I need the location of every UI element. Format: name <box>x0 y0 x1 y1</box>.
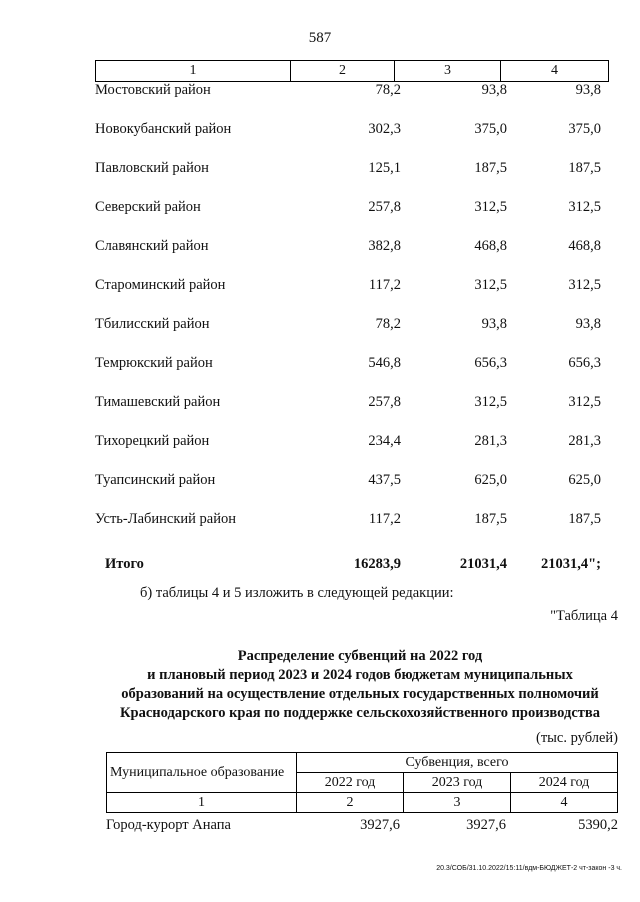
value-2024: 5390,2 <box>578 817 618 833</box>
value-2022: 302,3 <box>368 121 401 137</box>
col-num: 4 <box>511 793 618 813</box>
title-line: образований на осуществление отдельных государственных полномочий <box>121 686 599 702</box>
district-name: Староминский район <box>95 277 226 293</box>
district-name: Туапсинский район <box>95 472 216 488</box>
district-rows <box>95 82 615 589</box>
amendment-paragraph: б) таблицы 4 и 5 изложить в следующей редакции: <box>140 585 454 601</box>
title-line: и плановый период 2023 и 2024 годов бюджетам муниципальных <box>147 667 573 683</box>
total-2024: 21031,4"; <box>540 556 601 572</box>
value-2024: 281,3 <box>568 433 601 449</box>
col-num: 1 <box>107 793 297 813</box>
col-num: 2 <box>297 793 404 813</box>
header-col-4: 4 <box>551 63 558 78</box>
district-name: Усть-Лабинский район <box>95 511 236 527</box>
value-2022: 117,2 <box>368 511 401 527</box>
year-header: 2024 год <box>511 773 618 793</box>
value-2022: 257,8 <box>368 394 401 410</box>
subvention-table <box>106 752 618 813</box>
table-row <box>95 277 615 316</box>
value-2023: 93,8 <box>481 82 507 98</box>
value-2024: 93,8 <box>575 82 601 98</box>
page-number: 587 <box>308 30 332 46</box>
total-2023: 21031,4 <box>459 556 507 572</box>
value-2024: 312,5 <box>568 277 601 293</box>
district-name: Мостовский район <box>95 82 211 98</box>
total-row <box>95 550 615 589</box>
value-2024: 187,5 <box>568 511 601 527</box>
value-2023: 656,3 <box>474 355 507 371</box>
table-row <box>95 160 615 199</box>
value-2022: 78,2 <box>375 316 401 332</box>
column-number-header <box>95 60 609 82</box>
table-row <box>95 394 615 433</box>
value-2024: 375,0 <box>568 121 601 137</box>
district-name: Тбилисский район <box>95 316 210 332</box>
title-line: Распределение субвенций на 2022 год <box>237 648 483 664</box>
value-2023: 312,5 <box>474 394 507 410</box>
value-2023: 312,5 <box>474 277 507 293</box>
table-label: "Таблица 4 <box>550 608 618 624</box>
value-2022: 257,8 <box>368 199 401 215</box>
table-row <box>95 82 615 121</box>
header-col-2: 2 <box>291 61 395 81</box>
district-name: Темрюкский район <box>95 355 213 371</box>
unit-label: (тыс. рублей) <box>536 730 618 746</box>
year-header: 2023 год <box>404 773 511 793</box>
value-2024: 625,0 <box>568 472 601 488</box>
district-name: Тимашевский район <box>95 394 221 410</box>
muni-header: Муниципальное образование <box>107 753 297 793</box>
value-2022: 3927,6 <box>360 817 400 833</box>
value-2022: 125,1 <box>368 160 401 176</box>
value-2023: 187,5 <box>474 511 507 527</box>
value-2023: 468,8 <box>474 238 507 254</box>
value-2024: 187,5 <box>568 160 601 176</box>
value-2024: 93,8 <box>575 316 601 332</box>
value-2023: 625,0 <box>474 472 507 488</box>
value-2022: 117,2 <box>368 277 401 293</box>
value-2022: 382,8 <box>368 238 401 254</box>
value-2023: 3927,6 <box>466 817 506 833</box>
table-row <box>95 433 615 472</box>
table-row <box>95 199 615 238</box>
value-2024: 656,3 <box>568 355 601 371</box>
district-name: Павловский район <box>95 160 209 176</box>
district-name: Город-курорт Анапа <box>106 817 231 833</box>
subvention-header: Субвенция, всего <box>297 753 618 773</box>
table-row <box>95 472 615 511</box>
table-row <box>95 355 615 394</box>
district-name: Северский район <box>95 199 201 215</box>
value-2022: 78,2 <box>375 82 401 98</box>
value-2023: 375,0 <box>474 121 507 137</box>
value-2023: 312,5 <box>474 199 507 215</box>
district-name: Тихорецкий район <box>95 433 210 449</box>
total-2022: 16283,9 <box>353 556 401 572</box>
year-header: 2022 год <box>297 773 404 793</box>
district-name: Новокубанский район <box>95 121 232 137</box>
value-2022: 546,8 <box>368 355 401 371</box>
value-2022: 437,5 <box>368 472 401 488</box>
value-2024: 312,5 <box>568 199 601 215</box>
value-2023: 93,8 <box>481 316 507 332</box>
total-label: Итого <box>105 556 144 572</box>
title-line: Краснодарского края по поддержке сельскохозяйственного производства <box>120 705 600 721</box>
table-row <box>95 121 615 160</box>
value-2024: 468,8 <box>568 238 601 254</box>
document-footer: 20.3/СОБ/31.10.2022/15:11/вдм-БЮДЖЕТ-2 чт-закон -3 ч. <box>436 865 622 872</box>
table-row <box>95 316 615 355</box>
header-col-1: 1 <box>96 61 291 81</box>
value-2023: 187,5 <box>474 160 507 176</box>
district-name: Славянский район <box>95 238 209 254</box>
table-row <box>95 511 615 550</box>
value-2022: 234,4 <box>368 433 401 449</box>
col-num: 3 <box>404 793 511 813</box>
table-row <box>95 238 615 277</box>
table-title <box>100 647 620 723</box>
value-2023: 281,3 <box>474 433 507 449</box>
header-col-3: 3 <box>395 61 501 81</box>
value-2024: 312,5 <box>568 394 601 410</box>
